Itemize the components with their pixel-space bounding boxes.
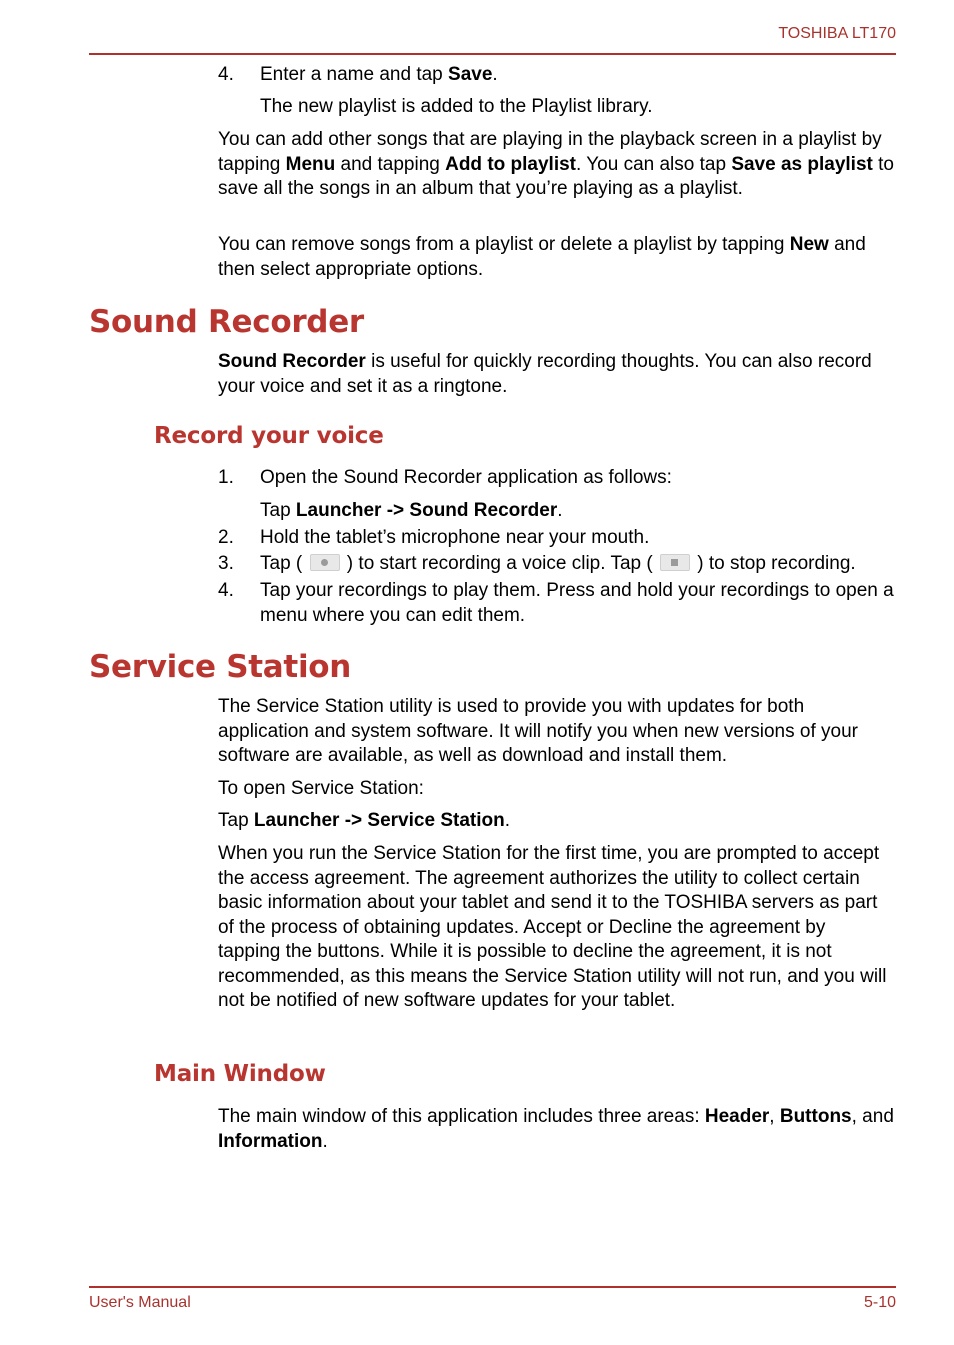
step-number: 3. bbox=[218, 553, 234, 574]
subheading-main-window: Main Window bbox=[154, 1061, 326, 1087]
footer-rule bbox=[89, 1286, 896, 1288]
list-item: Open the Sound Recorder application as follows: bbox=[260, 467, 672, 488]
step-note: The new playlist is added to the Playlist library. bbox=[260, 96, 653, 117]
paragraph: The Service Station utility is used to provide you with updates for both application and system software. It will notify you when new versions of your software are available, as well as download and install them. bbox=[218, 696, 858, 766]
list-item: Hold the tablet’s microphone near your mouth. bbox=[260, 527, 650, 548]
list-item: Tap your recordings to play them. Press and hold your recordings to open a menu where you can edit them. bbox=[260, 580, 894, 626]
step-number: 2. bbox=[218, 527, 234, 548]
subheading-record-your-voice: Record your voice bbox=[154, 423, 384, 449]
running-header: TOSHIBA LT170 bbox=[778, 25, 896, 42]
paragraph: Sound Recorder is useful for quickly recording thoughts. You can also record your voice and set it as a ringtone. bbox=[218, 351, 872, 397]
paragraph: You can add other songs that are playing in the playback screen in a playlist by tapping Menu and tapping Add to playlist. You can also tap Save as playlist to save all the songs in an album that you’re playing as a playlist. bbox=[218, 129, 894, 199]
step-number: 4. bbox=[218, 64, 234, 85]
step-number: 4. bbox=[218, 580, 234, 601]
paragraph: When you run the Service Station for the first time, you are prompted to accept the access agreement. The agreement authorizes the utility to collect certain basic information about your tablet and send it to the TOSHIBA servers as part of the process of obtaining updates. Accept or Decline the agreement by tapping the buttons. While it is possible to decline the agreement, it is not recommended, as this means the Service Station utility will not run, and you will not be notified of new software updates for your tablet. bbox=[218, 843, 887, 1011]
list-item: Enter a name and tap Save. bbox=[260, 64, 498, 85]
section-heading-service-station: Service Station bbox=[89, 649, 352, 685]
page-number: 5-10 bbox=[863, 1294, 896, 1311]
section-heading-sound-recorder: Sound Recorder bbox=[89, 304, 364, 340]
header-rule bbox=[89, 53, 896, 55]
stop-button-icon bbox=[660, 554, 690, 571]
list-item: Tap ( ) to start recording a voice clip. Tap ( ) to stop recording. bbox=[260, 553, 856, 574]
step-number: 1. bbox=[218, 467, 234, 488]
paragraph: The main window of this application includes three areas: Header, Buttons, and Information. bbox=[218, 1106, 894, 1152]
paragraph: Tap Launcher -> Service Station. bbox=[218, 810, 510, 831]
record-button-icon bbox=[310, 554, 340, 571]
step-note: Tap Launcher -> Sound Recorder. bbox=[260, 500, 563, 521]
footer-manual-title: User's Manual bbox=[89, 1294, 191, 1311]
paragraph: You can remove songs from a playlist or delete a playlist by tapping New and then select appropriate options. bbox=[218, 234, 866, 280]
paragraph: To open Service Station: bbox=[218, 778, 424, 799]
